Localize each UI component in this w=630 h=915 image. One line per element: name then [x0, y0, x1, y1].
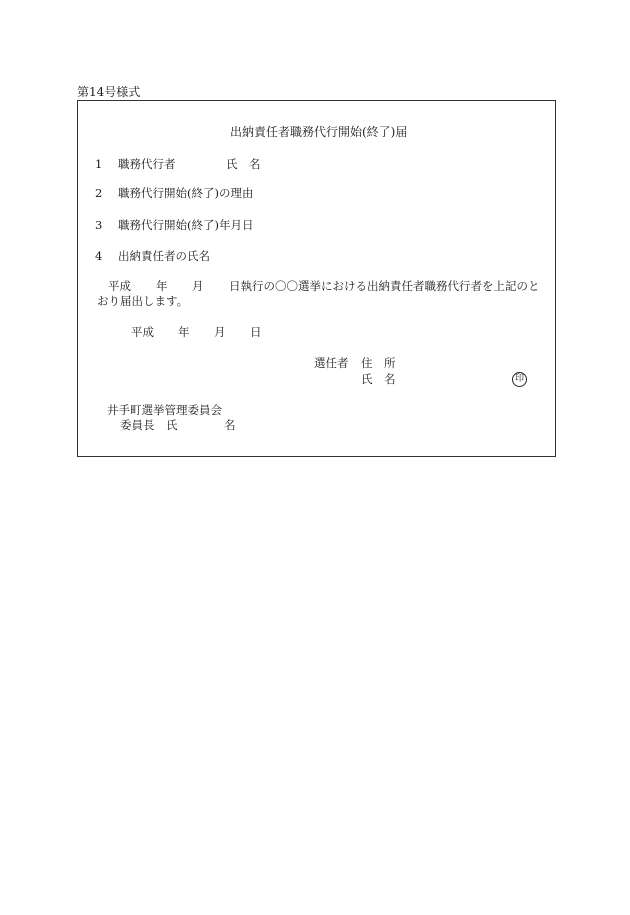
item-1-name-char-2: 名	[249, 157, 261, 171]
item-3-number: 3	[95, 218, 103, 232]
body-month: 月	[192, 279, 204, 293]
appointer-address-char-1: 住	[361, 356, 373, 370]
appointer-address-char-2: 所	[384, 356, 396, 370]
item-3-label: 職務代行開始(終了)年月日	[118, 218, 254, 232]
recipient-name-char-1: 氏	[166, 418, 178, 432]
item-1-label: 職務代行者	[118, 157, 176, 171]
date-month: 月	[214, 325, 226, 339]
appointer-label: 選任者	[314, 356, 349, 370]
item-2-label: 職務代行開始(終了)の理由	[118, 186, 254, 200]
appointer-name-char-2: 名	[384, 372, 396, 386]
form-title: 出納責任者職務代行開始(終了)届	[230, 125, 408, 139]
date-era: 平成	[131, 325, 154, 339]
form-number-label: 第14号様式	[77, 85, 141, 99]
appointer-name-char-1: 氏	[361, 372, 373, 386]
recipient-chair: 委員長	[120, 418, 155, 432]
item-1-number: 1	[95, 157, 103, 171]
item-4-label: 出納責任者の氏名	[118, 249, 210, 263]
body-year: 年	[156, 279, 168, 293]
body-era: 平成	[108, 279, 131, 293]
body-line-1: 日執行の〇〇選挙における出納責任者職務代行者を上記のと	[229, 279, 540, 293]
body-line-2: おり届出します。	[97, 294, 189, 308]
date-day: 日	[250, 325, 262, 339]
item-2-number: 2	[95, 186, 103, 200]
date-year: 年	[178, 325, 190, 339]
recipient-name-char-2: 名	[224, 418, 236, 432]
recipient-committee: 井手町選挙管理委員会	[107, 403, 222, 417]
item-4-number: 4	[95, 249, 103, 263]
item-1-name-char-1: 氏	[226, 157, 238, 171]
seal-mark-icon: 印	[512, 372, 527, 387]
